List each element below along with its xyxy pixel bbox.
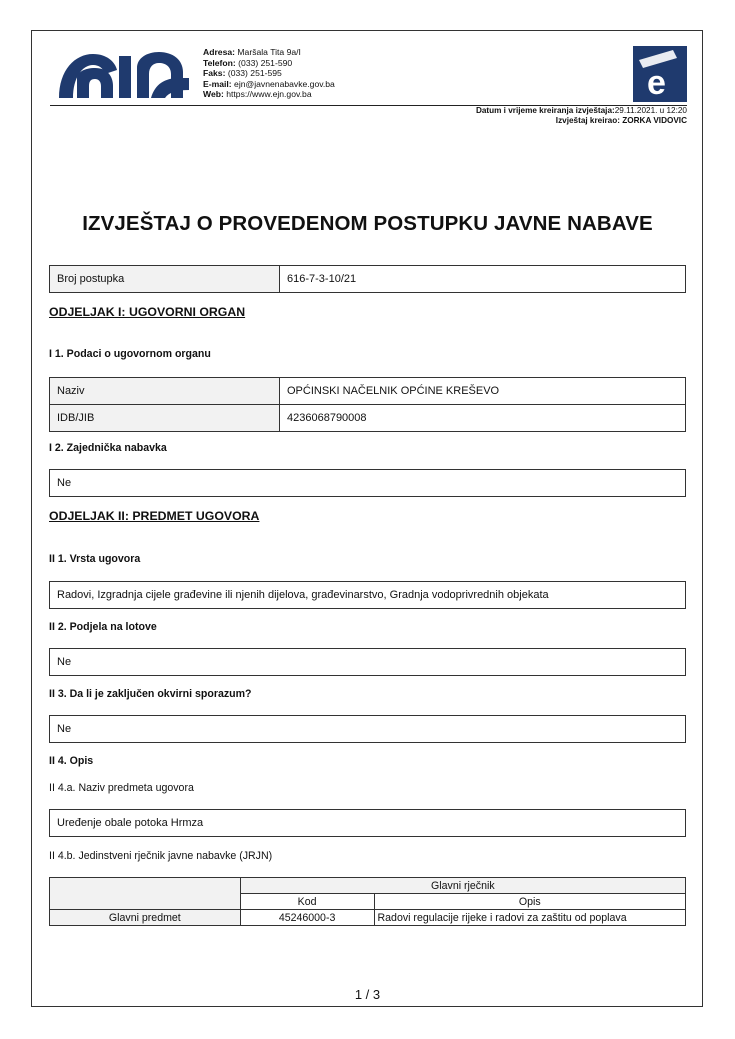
lotovi-value: Ne xyxy=(57,656,72,668)
okvirni-box xyxy=(49,715,686,743)
section-2-2-heading: II 2. Podjela na lotove xyxy=(49,621,157,633)
lotovi-box xyxy=(49,648,686,676)
jrjn-opis-value: Radovi regulacije rijeke i radovi za zaštitu od poplava xyxy=(374,910,685,926)
broj-postupka-value: 616-7-3-10/21 xyxy=(287,273,357,285)
jrjn-corner-cell xyxy=(50,878,241,910)
idb-label: IDB/JIB xyxy=(50,405,280,431)
zajednicka-box xyxy=(49,469,686,497)
page-number: 1 / 3 xyxy=(354,987,381,1002)
naziv-label: Naziv xyxy=(50,378,280,404)
created-by: Izvještaj kreirao: ZORKA VIDOVIC xyxy=(555,116,687,126)
naziv-predmeta-value: Uređenje obale potoka Hrmza xyxy=(57,817,204,829)
jrjn-table xyxy=(49,877,686,926)
contact-block xyxy=(203,47,335,100)
okvirni-value: Ne xyxy=(57,723,72,735)
jrjn-col-opis: Opis xyxy=(374,894,685,910)
contact-web: Web: https://www.ejn.gov.ba xyxy=(203,89,312,100)
section-1-heading: ODJELJAK I: UGOVORNI ORGAN xyxy=(49,305,246,319)
table-row xyxy=(50,910,686,926)
ejn-logo xyxy=(55,48,193,100)
jrjn-group-header: Glavni rječnik xyxy=(240,878,685,894)
vrsta-box xyxy=(49,581,686,609)
idb-value: 4236068790008 xyxy=(287,412,367,424)
table-row xyxy=(50,878,686,894)
document-title: IZVJEŠTAJ O PROVEDENOM POSTUPKU JAVNE NABAVE xyxy=(82,212,653,235)
report-meta xyxy=(476,106,687,127)
section-1-1-heading: I 1. Podaci o ugovornom organu xyxy=(49,348,211,360)
broj-postupka-label: Broj postupka xyxy=(50,266,280,292)
e-procurement-logo xyxy=(633,46,687,102)
jrjn-col-kod: Kod xyxy=(240,894,374,910)
broj-postupka-box xyxy=(49,265,686,293)
created-datetime: Datum i vrijeme kreiranja izvještaja:29.11.2021. u 12:20 xyxy=(475,106,687,115)
section-2-3-heading: II 3. Da li je zaključen okvirni sporazum? xyxy=(49,688,252,700)
contact-phone: Telefon: (033) 251-590 xyxy=(203,57,293,68)
naziv-value: OPĆINSKI NAČELNIK OPĆINE KREŠEVO xyxy=(287,385,500,397)
svg-text:e: e xyxy=(647,64,666,102)
contact-email: E-mail: ejn@javnenabavke.gov.ba xyxy=(203,78,335,89)
zajednicka-value: Ne xyxy=(57,477,72,489)
section-1-2-heading: I 2. Zajednička nabavka xyxy=(49,442,167,454)
jrjn-kod-value: 45246000-3 xyxy=(240,910,374,926)
ugovorni-organ-table xyxy=(49,377,686,432)
section-2-heading: ODJELJAK II: PREDMET UGOVORA xyxy=(49,509,260,523)
contact-fax: Faks: (033) 251-595 xyxy=(203,68,282,79)
naziv-predmeta-box xyxy=(49,809,686,837)
section-2-1-heading: II 1. Vrsta ugovora xyxy=(49,553,141,565)
section-2-4a-heading: II 4.a. Naziv predmeta ugovora xyxy=(49,782,194,794)
section-2-4-heading: II 4. Opis xyxy=(49,755,94,767)
vrsta-value: Radovi, Izgradnja cijele građevine ili njenih dijelova, građevinarstvo, Gradnja vodoprivrednih objekata xyxy=(57,589,549,601)
jrjn-row-label: Glavni predmet xyxy=(50,910,241,926)
contact-address: Adresa: Maršala Tita 9a/I xyxy=(203,47,301,57)
section-2-4b-heading: II 4.b. Jedinstveni rječnik javne nabavke (JRJN) xyxy=(49,850,273,862)
